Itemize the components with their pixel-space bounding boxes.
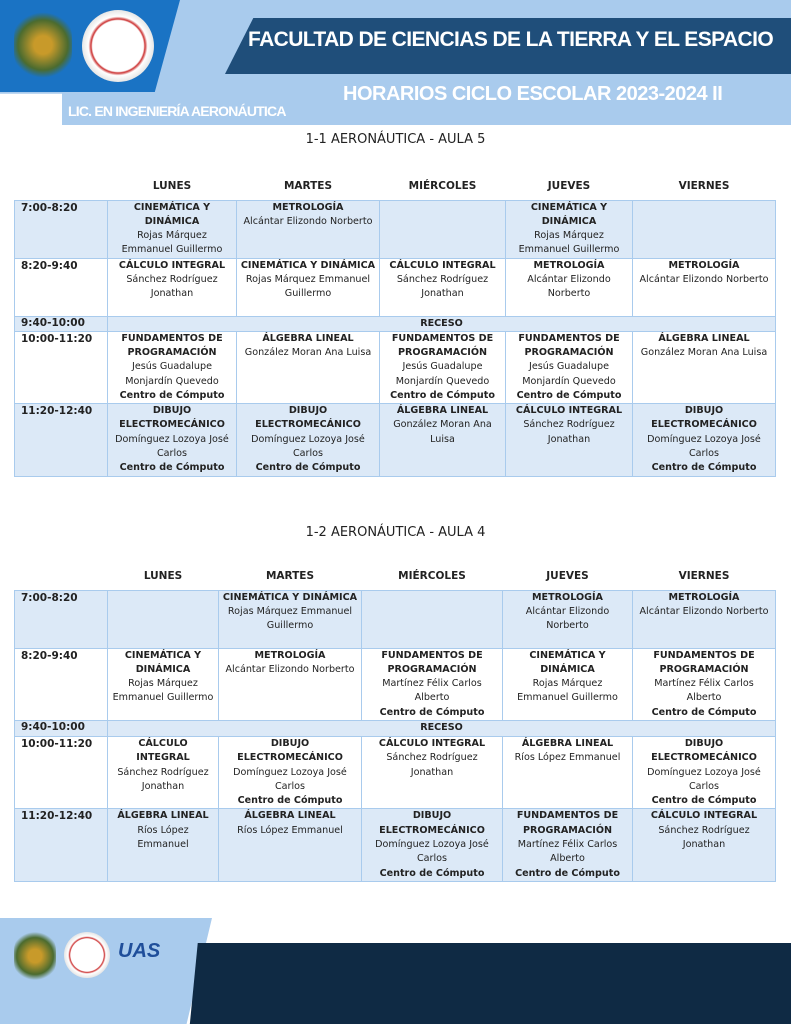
break-row bbox=[15, 316, 776, 331]
class-cell bbox=[633, 590, 776, 648]
class-subject: METROLOGÍA bbox=[533, 259, 605, 271]
footer-crest-logo bbox=[14, 930, 56, 982]
time-slot: 8:20-9:40 bbox=[15, 258, 108, 316]
day-header: VIERNES bbox=[678, 179, 730, 192]
class-subject: DIBUJO ELECTROMECÁNICO bbox=[237, 737, 343, 764]
schedule-table-1 bbox=[14, 172, 776, 477]
class-teacher: Sánchez Rodríguez Jonathan bbox=[523, 419, 615, 445]
class-cell bbox=[108, 590, 219, 648]
class-cell bbox=[503, 590, 633, 648]
class-subject: METROLOGÍA bbox=[254, 649, 326, 661]
class-cell bbox=[362, 648, 503, 720]
class-subject: DIBUJO ELECTROMECÁNICO bbox=[651, 737, 757, 764]
class-teacher: Rojas Márquez Emmanuel Guillermo bbox=[517, 678, 618, 704]
class-room: Centro de Cómputo bbox=[651, 462, 757, 474]
class-room: Centro de Cómputo bbox=[119, 462, 225, 474]
class-cell bbox=[506, 404, 633, 476]
class-teacher: Domínguez Lozoya José Carlos bbox=[647, 766, 761, 792]
footer-seal-logo bbox=[64, 932, 110, 978]
class-subject: FUNDAMENTOS DE PROGRAMACIÓN bbox=[121, 332, 223, 358]
class-cell bbox=[219, 809, 362, 881]
class-teacher: González Moran Ana Luisa bbox=[393, 419, 492, 445]
table-row bbox=[15, 404, 776, 476]
time-slot: 11:20-12:40 bbox=[15, 404, 108, 476]
class-cell bbox=[362, 809, 503, 881]
class-room: Centro de Cómputo bbox=[255, 462, 361, 474]
class-teacher: Alcántar Elizondo Norberto bbox=[243, 215, 373, 227]
class-teacher: Alcántar Elizondo Norberto bbox=[527, 273, 611, 300]
class-subject: CINEMÁTICA Y DINÁMICA bbox=[124, 649, 202, 675]
class-subject: CÁLCULO INTEGRAL bbox=[515, 405, 623, 417]
class-teacher: Sánchez Rodríguez Jonathan bbox=[386, 752, 478, 778]
class-cell bbox=[380, 404, 506, 476]
class-cell bbox=[503, 736, 633, 808]
class-subject: ÁLGEBRA LINEAL bbox=[396, 405, 489, 417]
group-title-1: 1-1 AERONÁUTICA - AULA 5 bbox=[305, 132, 486, 147]
class-teacher: González Moran Ana Luisa bbox=[244, 346, 372, 358]
class-subject: FUNDAMENTOS DE PROGRAMACIÓN bbox=[391, 332, 494, 358]
class-cell bbox=[362, 590, 503, 648]
class-room: Centro de Cómputo bbox=[515, 867, 620, 879]
class-room: Centro de Cómputo bbox=[651, 795, 757, 807]
uas-logo: UAS bbox=[118, 940, 161, 962]
class-teacher: Jesús Guadalupe Monjardín Quevedo bbox=[125, 361, 219, 387]
class-cell bbox=[108, 200, 237, 258]
class-teacher: Ríos López Emmanuel bbox=[237, 824, 343, 836]
class-teacher: Sánchez Rodríguez Jonathan bbox=[658, 824, 750, 851]
class-subject: ÁLGEBRA LINEAL bbox=[262, 332, 354, 344]
class-cell bbox=[108, 736, 219, 808]
time-slot: 11:20-12:40 bbox=[15, 809, 108, 881]
class-subject: CÁLCULO INTEGRAL bbox=[389, 259, 496, 271]
time-header bbox=[15, 562, 108, 590]
class-cell bbox=[219, 590, 362, 648]
compass-seal-logo bbox=[82, 10, 154, 82]
class-subject: ÁLGEBRA LINEAL bbox=[244, 810, 336, 822]
class-room: Centro de Cómputo bbox=[651, 706, 757, 718]
class-cell bbox=[237, 331, 380, 403]
class-subject: CINEMÁTICA Y DINÁMICA bbox=[530, 201, 608, 227]
schedule-table-2 bbox=[14, 562, 776, 882]
class-subject: DIBUJO ELECTROMECÁNICO bbox=[119, 405, 225, 431]
class-cell bbox=[237, 404, 380, 476]
class-subject: METROLOGÍA bbox=[668, 591, 740, 603]
class-room: Centro de Cómputo bbox=[379, 867, 485, 879]
class-room: Centro de Cómputo bbox=[119, 389, 225, 401]
class-teacher: Rojas Márquez Emmanuel Guillermo bbox=[518, 230, 620, 256]
class-teacher: Martínez Félix Carlos Alberto bbox=[654, 678, 754, 704]
table-row bbox=[15, 590, 776, 648]
class-teacher: Rojas Márquez Emmanuel Guillermo bbox=[227, 605, 353, 632]
class-cell bbox=[503, 648, 633, 720]
break-row bbox=[15, 720, 776, 736]
table-row bbox=[15, 736, 776, 808]
class-cell bbox=[362, 736, 503, 808]
class-teacher: Sánchez Rodríguez Jonathan bbox=[117, 766, 209, 792]
class-cell bbox=[633, 331, 776, 403]
class-teacher: Martínez Félix Carlos Alberto bbox=[382, 678, 482, 704]
time-slot: 9:40-10:00 bbox=[15, 720, 108, 736]
class-cell bbox=[219, 736, 362, 808]
class-teacher: Sánchez Rodríguez Jonathan bbox=[396, 273, 489, 300]
class-subject: CÁLCULO INTEGRAL bbox=[136, 737, 190, 764]
class-cell bbox=[633, 404, 776, 476]
faculty-crest-logo bbox=[14, 10, 72, 80]
class-subject: FUNDAMENTOS DE PROGRAMACIÓN bbox=[518, 332, 620, 358]
table-row bbox=[15, 200, 776, 258]
time-slot: 10:00-11:20 bbox=[15, 331, 108, 403]
class-cell bbox=[503, 809, 633, 881]
class-subject: CINEMÁTICA Y DINÁMICA bbox=[240, 259, 376, 271]
class-subject: DIBUJO ELECTROMECÁNICO bbox=[651, 405, 757, 431]
class-teacher: Domínguez Lozoya José Carlos bbox=[115, 433, 229, 460]
class-cell bbox=[633, 809, 776, 881]
day-header: VIERNES bbox=[678, 569, 730, 582]
day-header: LUNES bbox=[152, 179, 192, 192]
class-subject: FUNDAMENTOS DE PROGRAMACIÓN bbox=[381, 649, 483, 675]
day-header: JUEVES bbox=[546, 569, 589, 582]
class-subject: CÁLCULO INTEGRAL bbox=[378, 737, 486, 749]
schedule-title: HORARIOS CICLO ESCOLAR 2023-2024 II bbox=[343, 83, 723, 105]
time-header bbox=[15, 172, 108, 200]
class-subject: ÁLGEBRA LINEAL bbox=[117, 810, 209, 822]
time-slot: 9:40-10:00 bbox=[15, 316, 108, 331]
day-header: MIÉRCOLES bbox=[408, 179, 477, 192]
class-subject: CINEMÁTICA Y DINÁMICA bbox=[133, 201, 211, 227]
class-subject: FUNDAMENTOS DE PROGRAMACIÓN bbox=[653, 649, 755, 675]
class-subject: DIBUJO ELECTROMECÁNICO bbox=[255, 405, 361, 431]
class-cell bbox=[506, 258, 633, 316]
class-cell bbox=[633, 736, 776, 808]
class-subject: FUNDAMENTOS DE PROGRAMACIÓN bbox=[516, 810, 619, 836]
class-teacher: Martínez Félix Carlos Alberto bbox=[517, 839, 618, 865]
class-cell bbox=[380, 258, 506, 316]
class-subject: METROLOGÍA bbox=[532, 591, 603, 603]
class-cell bbox=[108, 331, 237, 403]
group-title-2: 1-2 AERONÁUTICA - AULA 4 bbox=[305, 525, 486, 540]
class-teacher: Sánchez Rodríguez Jonathan bbox=[126, 273, 218, 300]
class-teacher: González Moran Ana Luisa bbox=[640, 346, 768, 358]
class-teacher: Domínguez Lozoya José Carlos bbox=[647, 433, 761, 460]
class-cell bbox=[108, 258, 237, 316]
time-slot: 7:00-8:20 bbox=[15, 200, 108, 258]
class-cell bbox=[237, 200, 380, 258]
class-subject: CÁLCULO INTEGRAL bbox=[650, 810, 758, 822]
class-subject: CÁLCULO INTEGRAL bbox=[118, 259, 226, 271]
class-cell bbox=[506, 200, 633, 258]
class-cell bbox=[219, 648, 362, 720]
class-teacher: Rojas Márquez Emmanuel Guillermo bbox=[112, 678, 214, 704]
class-teacher: Alcántar Elizondo Norberto bbox=[639, 273, 769, 285]
class-teacher: Ríos López Emmanuel bbox=[514, 752, 621, 764]
time-slot: 8:20-9:40 bbox=[15, 648, 108, 720]
class-teacher: Jesús Guadalupe Monjardín Quevedo bbox=[395, 361, 490, 387]
class-subject: DIBUJO ELECTROMECÁNICO bbox=[379, 810, 485, 836]
class-room: Centro de Cómputo bbox=[390, 389, 495, 401]
day-header: MARTES bbox=[283, 179, 333, 192]
class-subject: ÁLGEBRA LINEAL bbox=[521, 737, 614, 749]
class-cell bbox=[108, 404, 237, 476]
time-slot: 7:00-8:20 bbox=[15, 590, 108, 648]
day-header: MIÉRCOLES bbox=[398, 569, 466, 582]
class-teacher: Alcántar Elizondo Norberto bbox=[525, 605, 610, 632]
class-cell bbox=[506, 331, 633, 403]
class-cell bbox=[108, 809, 219, 881]
class-cell bbox=[380, 331, 506, 403]
class-cell bbox=[108, 648, 219, 720]
day-header: LUNES bbox=[143, 569, 183, 582]
class-teacher: Alcántar Elizondo Norberto bbox=[639, 605, 769, 617]
class-teacher: Alcántar Elizondo Norberto bbox=[225, 663, 355, 675]
class-room: Centro de Cómputo bbox=[379, 706, 485, 718]
day-header: JUEVES bbox=[547, 179, 591, 192]
table-row bbox=[15, 809, 776, 881]
program-name: LIC. EN INGENIERÍA AERONÁUTICA bbox=[68, 103, 286, 119]
class-subject: CINEMÁTICA Y DINÁMICA bbox=[222, 591, 358, 603]
class-cell bbox=[633, 258, 776, 316]
day-header: MARTES bbox=[265, 569, 315, 582]
class-room: Centro de Cómputo bbox=[516, 389, 622, 401]
class-room: Centro de Cómputo bbox=[237, 795, 343, 807]
class-subject: METROLOGÍA bbox=[668, 259, 740, 271]
break-label: RECESO bbox=[108, 316, 776, 331]
class-teacher: Domínguez Lozoya José Carlos bbox=[251, 433, 365, 460]
class-teacher: Domínguez Lozoya José Carlos bbox=[233, 766, 347, 792]
table-row bbox=[15, 258, 776, 316]
time-slot: 10:00-11:20 bbox=[15, 736, 108, 808]
class-teacher: Rojas Márquez Emmanuel Guillermo bbox=[245, 273, 371, 300]
class-subject: CINEMÁTICA Y DINÁMICA bbox=[529, 649, 606, 675]
class-teacher: Jesús Guadalupe Monjardín Quevedo bbox=[522, 361, 616, 387]
faculty-title: FACULTAD DE CIENCIAS DE LA TIERRA Y EL ESPACIO bbox=[248, 28, 774, 51]
class-cell bbox=[633, 200, 776, 258]
class-cell bbox=[633, 648, 776, 720]
table-row bbox=[15, 648, 776, 720]
class-cell bbox=[380, 200, 506, 258]
table-row bbox=[15, 331, 776, 403]
class-cell bbox=[237, 258, 380, 316]
break-label: RECESO bbox=[108, 720, 776, 736]
class-subject: METROLOGÍA bbox=[272, 201, 344, 213]
class-teacher: Domínguez Lozoya José Carlos bbox=[375, 839, 489, 865]
class-subject: ÁLGEBRA LINEAL bbox=[658, 332, 750, 344]
class-teacher: Rojas Márquez Emmanuel Guillermo bbox=[121, 230, 223, 256]
class-teacher: Ríos López Emmanuel bbox=[137, 824, 189, 851]
